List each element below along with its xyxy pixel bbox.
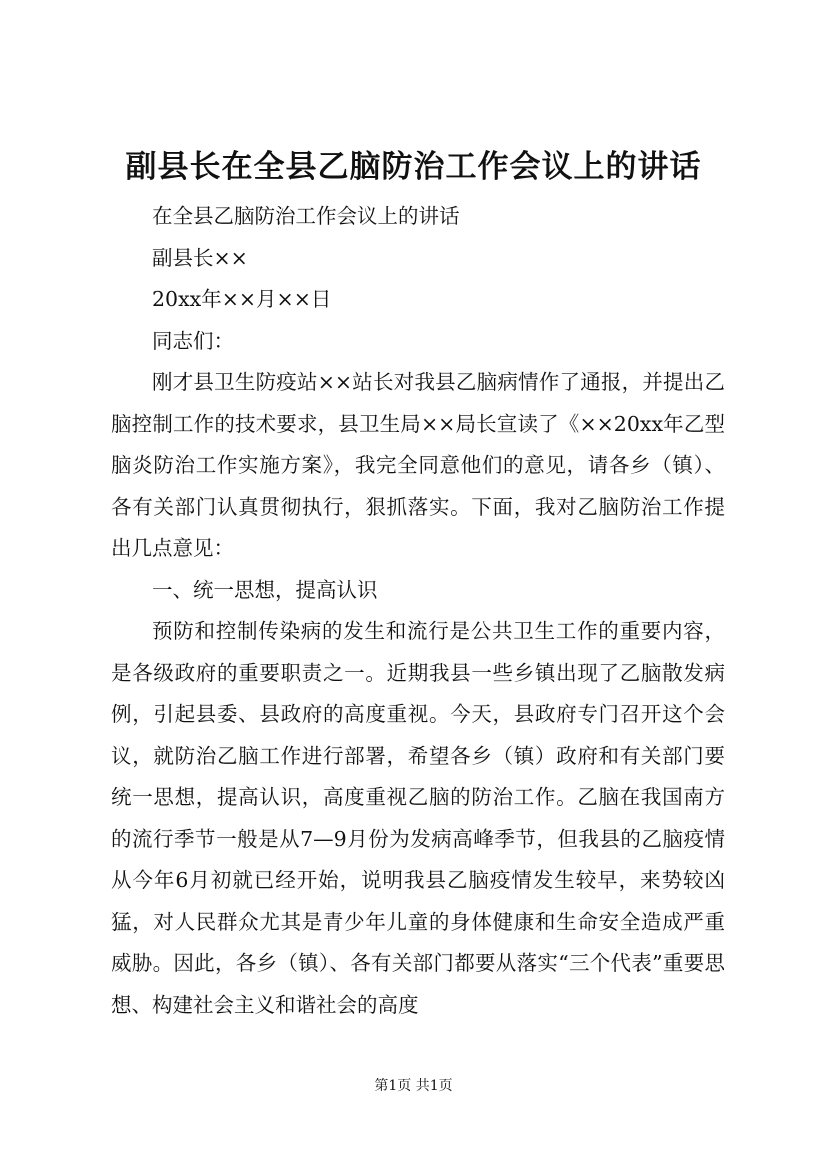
paragraph-section-1: 预防和控制传染病的发生和流行是公共卫生工作的重要内容，是各级政府的重要职责之一。近期我县一些乡镇出现了乙脑散发病例，引起县委、县政府的高度重视。今天，县政府专门召开这个会议，就防治乙脑工作进行部署，希望各乡（镇）政府和有关部门要统一思想，提高认识，高度重视乙脑的防治工作。乙脑在我国南方的流行季节一般是从7—9月份为发病高峰季节，但我县的乙脑疫情从今年6月初就已经开始，说明我县乙脑疫情发生较早，来势较凶猛，对人民群众尤其是青少年儿童的身体健康和生命安全造成严重威胁。因此，各乡（镇）、各有关部门都要从落实“三个代表”重要思想、构建社会主义和谐社会的高度 bbox=[111, 619, 725, 1017]
section-heading-1: 一、统一思想，提高认识 bbox=[152, 577, 378, 602]
paragraph-speaker: 副县长×× bbox=[152, 245, 248, 270]
paragraph-speech-heading: 在全县乙脑防治工作会议上的讲话 bbox=[152, 204, 460, 228]
document-title: 副县长在全县乙脑防治工作会议上的讲话 bbox=[125, 149, 702, 185]
paragraph-salutation: 同志们： bbox=[152, 328, 234, 353]
paragraph-intro: 刚才县卫生防疫站××站长对我县乙脑病情作了通报，并提出乙脑控制工作的技术要求，县卫生局××局长宣读了《××20xx年乙型脑炎防治工作实施方案》，我完全同意他们的意见，请各乡（镇）、各有关部门认真贯彻执行，狠抓落实。下面，我对乙脑防治工作提出几点意见： bbox=[111, 370, 725, 560]
paragraph-date: 20xx年××月××日 bbox=[152, 287, 332, 311]
document-body bbox=[111, 196, 725, 1026]
page-footer: 第1页 共1页 bbox=[374, 1078, 453, 1094]
